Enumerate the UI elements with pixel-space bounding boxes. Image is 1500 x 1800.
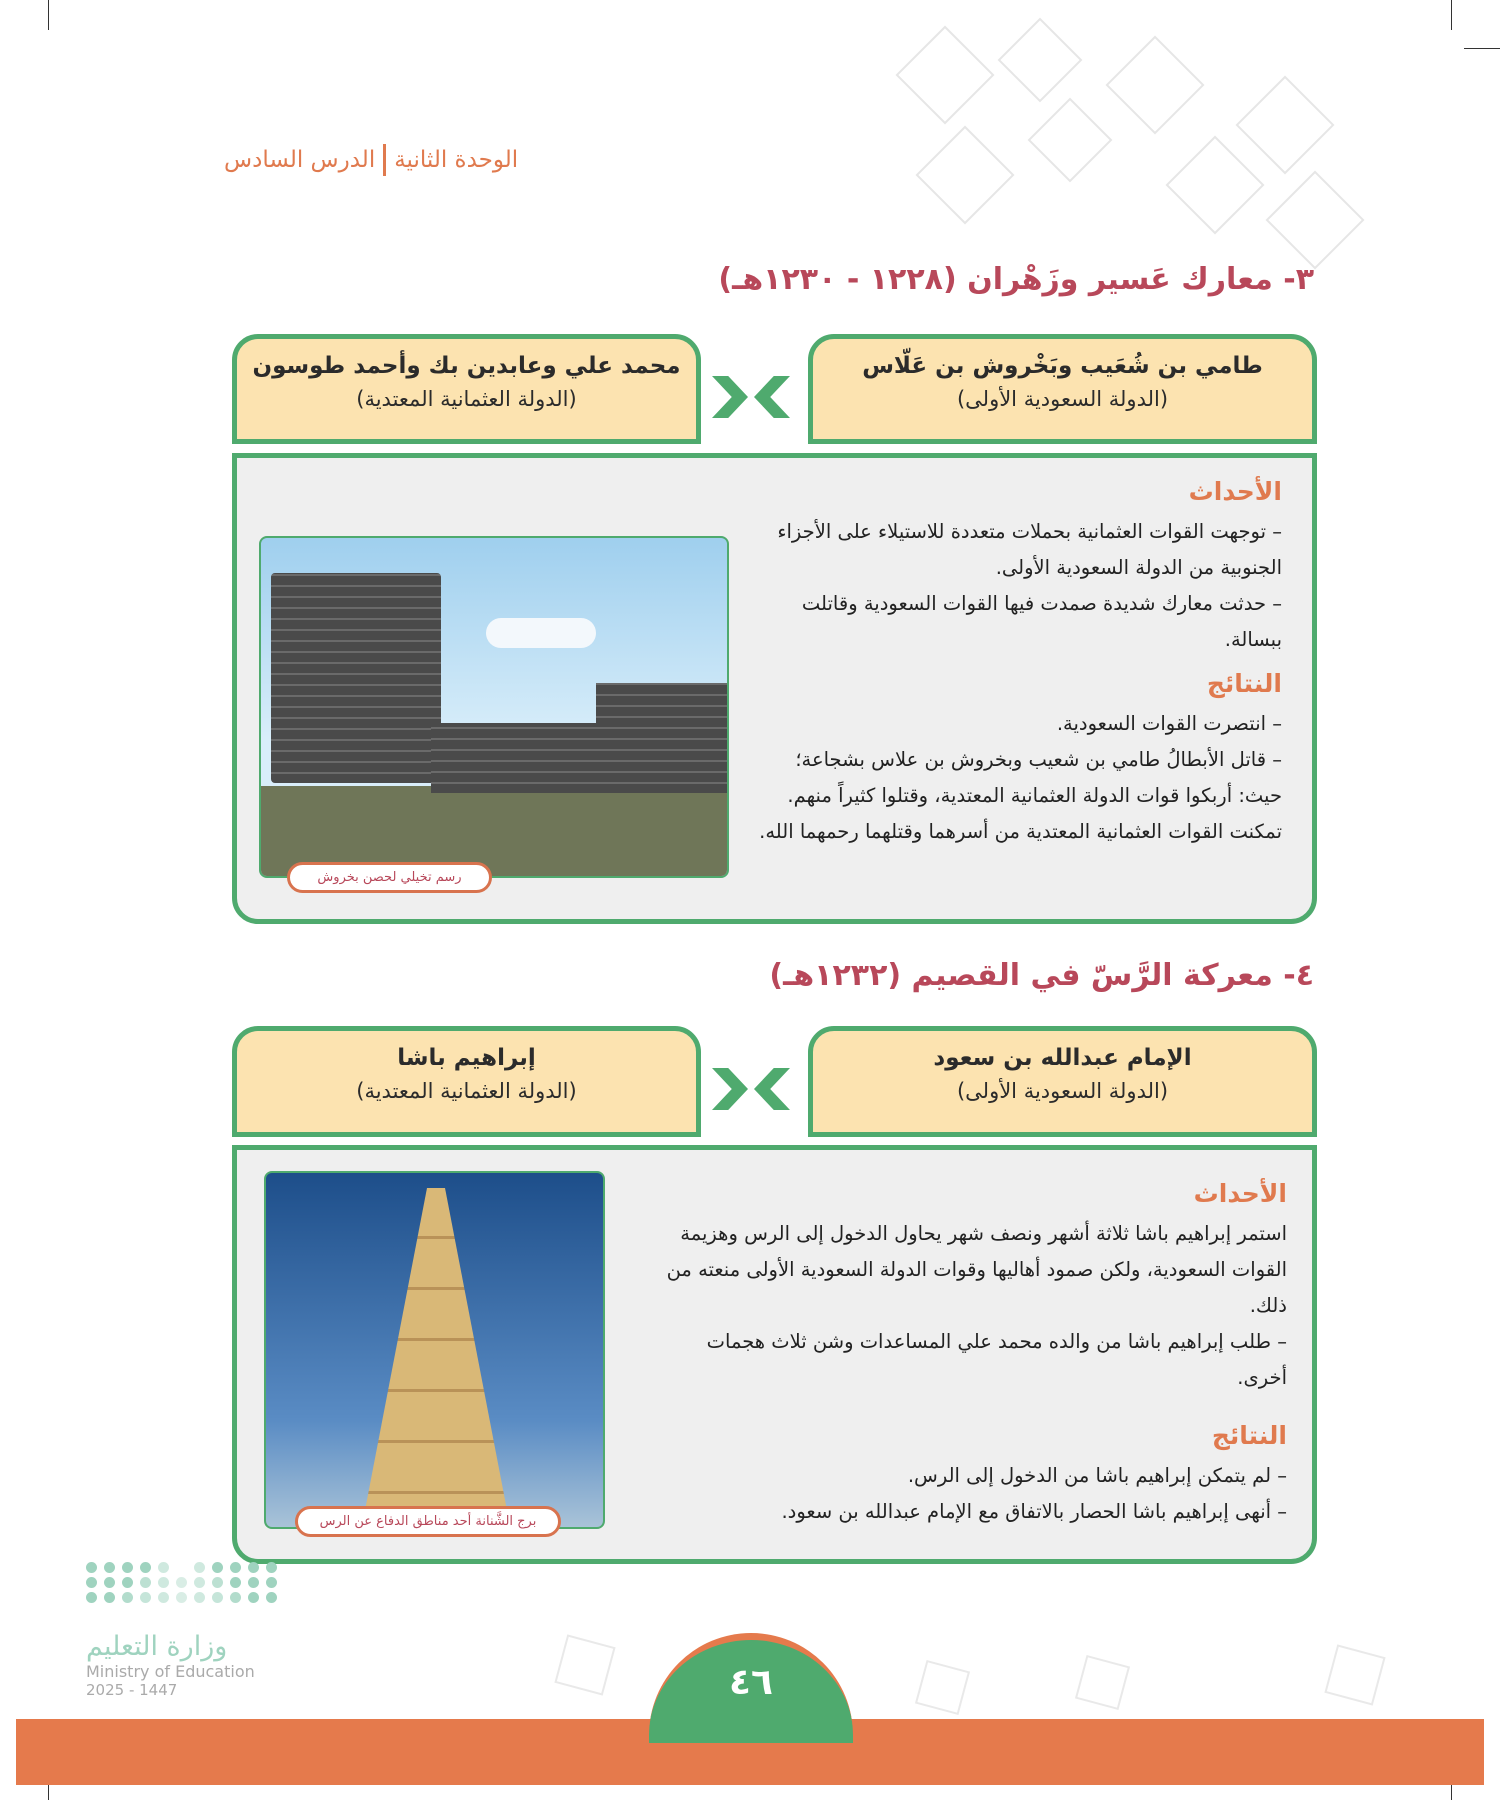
decor-shape	[1028, 98, 1113, 183]
edition-year: 2025 - 1447	[86, 1681, 178, 1699]
party-name: محمد علي وعابدين بك وأحمد طوسون	[252, 353, 681, 379]
party-name: طامي بن شُعَيب وبَخْروش بن عَلّاس	[862, 353, 1263, 379]
crop-mark	[48, 0, 49, 30]
events-heading: الأحداث	[1188, 477, 1282, 506]
crop-mark	[1464, 48, 1500, 49]
ministry-logo	[86, 1562, 276, 1699]
lesson-breadcrumb	[224, 144, 518, 176]
decor-shape	[1266, 171, 1365, 270]
tower	[361, 1188, 511, 1529]
page-number: ٤٦	[649, 1633, 853, 1743]
party-state: (الدولة العثمانية المعتدية)	[356, 387, 577, 411]
versus-icon	[712, 1068, 790, 1110]
section-text	[752, 470, 1282, 850]
decor-shape	[998, 18, 1083, 103]
event-item: – توجهت القوات العثمانية بحملات متعددة للاستيلاء على الأجزاء الجنوبية من الدولة السعودية الأولى.	[777, 520, 1282, 579]
image-caption: برج الشَّنانة أحد مناطق الدفاع عن الرس	[295, 1506, 561, 1537]
ministry-name-ar: وزارة التعليم	[86, 1631, 228, 1662]
result-item: – أنهى إبراهيم باشا الحصار بالاتفاق مع الإمام عبدالله بن سعود.	[781, 1500, 1287, 1523]
decor-shape	[896, 26, 995, 125]
logo-dots	[86, 1562, 276, 1603]
decor-shape	[1075, 1655, 1130, 1710]
event-item: – حدثت معارك شديدة صمدت فيها القوات السعودية وقاتلت ببسالة.	[801, 592, 1282, 651]
party-state: (الدولة السعودية الأولى)	[956, 1079, 1169, 1103]
fort-illustration	[259, 536, 729, 878]
chevron-left-icon	[754, 376, 790, 418]
decor-shape	[554, 1634, 615, 1695]
result-item: – لم يتمكن إبراهيم باشا من الدخول إلى الرس.	[907, 1464, 1287, 1487]
crop-mark	[1451, 0, 1452, 30]
results-heading: النتائج	[1211, 1421, 1287, 1450]
result-item: – انتصرت القوات السعودية.	[1056, 712, 1282, 735]
party-state: (الدولة السعودية الأولى)	[956, 387, 1169, 411]
chevron-right-icon	[712, 376, 748, 418]
unit-label: الوحدة الثانية	[394, 147, 519, 173]
section-title: ٣- معارك عَسير وزَهْران (١٢٢٨ - ١٢٣٠هـ)	[718, 262, 1314, 297]
ministry-name-en: Ministry of Education	[86, 1662, 255, 1681]
party-box-ottoman	[232, 334, 701, 444]
section-text	[665, 1172, 1287, 1530]
versus-icon	[712, 376, 790, 418]
chevron-left-icon	[754, 1068, 790, 1110]
events-heading: الأحداث	[1193, 1179, 1287, 1208]
party-name: الإمام عبدالله بن سعود	[933, 1045, 1192, 1071]
party-box-ottoman	[232, 1026, 701, 1137]
results-heading: النتائج	[1206, 669, 1282, 698]
party-name: إبراهيم باشا	[397, 1045, 536, 1071]
cloud	[486, 618, 596, 648]
party-box-saudi	[808, 334, 1317, 444]
tower-photo	[264, 1171, 605, 1529]
result-item: – قاتل الأبطالُ طامي بن شعيب وبخروش بن علاس بشجاعة؛ حيث: أربكوا قوات الدولة العثمانية المعتدية، وقتلوا كثيراً منهم. تمكنت القوات العثمانية المعتدية من أسرهما وقتلهما رحمهما الله.	[759, 748, 1282, 843]
divider	[383, 144, 386, 176]
party-state: (الدولة العثمانية المعتدية)	[356, 1079, 577, 1103]
decor-shape	[916, 126, 1015, 225]
fort-tower	[271, 573, 441, 783]
image-caption: رسم تخيلي لحصن بخروش	[287, 862, 492, 893]
party-box-saudi	[808, 1026, 1317, 1137]
section-title: ٤- معركة الرَّسّ في القصيم (١٢٣٢هـ)	[769, 958, 1314, 993]
event-item: – طلب إبراهيم باشا من والده محمد علي المساعدات وشن ثلاث هجمات أخرى.	[706, 1330, 1287, 1389]
lesson-label: الدرس السادس	[224, 147, 376, 173]
decor-shape	[1106, 36, 1205, 135]
decor-shape	[915, 1660, 970, 1715]
event-item: استمر إبراهيم باشا ثلاثة أشهر ونصف شهر يحاول الدخول إلى الرس وهزيمة القوات السعودية، ولكن صمود أهاليها وقوات الدولة السعودية الأولى منعته من ذلك.	[666, 1222, 1287, 1317]
decor-shape	[1166, 136, 1265, 235]
fort-building	[596, 683, 729, 793]
chevron-right-icon	[712, 1068, 748, 1110]
decor-shape	[1324, 1644, 1385, 1705]
decor-shape	[1236, 76, 1335, 175]
